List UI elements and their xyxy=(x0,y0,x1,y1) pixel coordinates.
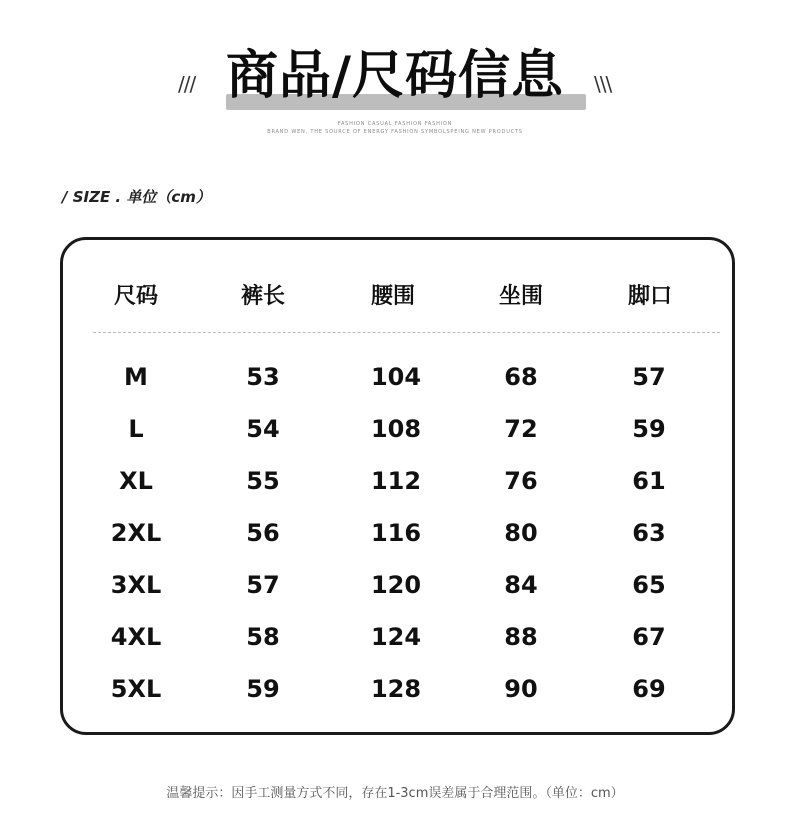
title-deco-left: /// xyxy=(178,72,196,96)
cell-waist: 128 xyxy=(370,675,422,703)
title-deco-right: \\\ xyxy=(594,72,612,96)
table-row xyxy=(63,568,732,602)
cell-hip: 90 xyxy=(504,675,538,703)
cell-hip: 72 xyxy=(504,415,538,443)
cell-waist: 116 xyxy=(370,519,422,547)
table-header-row xyxy=(63,282,732,312)
cell-size: 2XL xyxy=(110,519,162,547)
cell-hip: 68 xyxy=(504,363,538,391)
header-hem: 脚口 xyxy=(627,284,672,309)
cell-length: 53 xyxy=(246,363,280,391)
cell-size: M xyxy=(124,363,148,391)
size-table-card xyxy=(60,237,735,735)
header-length: 裤长 xyxy=(240,284,285,309)
cell-hem: 59 xyxy=(632,415,666,443)
cell-hip: 80 xyxy=(504,519,538,547)
cell-length: 54 xyxy=(246,415,280,443)
header-size: 尺码 xyxy=(113,284,158,309)
table-row xyxy=(63,516,732,550)
cell-size: 5XL xyxy=(110,675,162,703)
cell-waist: 124 xyxy=(370,623,422,651)
cell-hem: 69 xyxy=(632,675,666,703)
cell-hip: 76 xyxy=(504,467,538,495)
cell-length: 59 xyxy=(246,675,280,703)
cell-waist: 104 xyxy=(370,363,422,391)
table-row xyxy=(63,464,732,498)
header-divider xyxy=(93,332,720,333)
cell-size: 4XL xyxy=(110,623,162,651)
cell-hip: 84 xyxy=(504,571,538,599)
cell-size: XL xyxy=(119,467,153,495)
cell-hem: 63 xyxy=(632,519,666,547)
cell-length: 57 xyxy=(246,571,280,599)
cell-length: 55 xyxy=(246,467,280,495)
cell-hem: 61 xyxy=(632,467,666,495)
cell-hip: 88 xyxy=(504,623,538,651)
header-hip: 坐围 xyxy=(498,284,543,309)
cell-hem: 67 xyxy=(632,623,666,651)
cell-waist: 112 xyxy=(370,467,422,495)
size-unit-label: / SIZE . 单位（cm） xyxy=(62,188,211,206)
cell-hem: 65 xyxy=(632,571,666,599)
cell-length: 58 xyxy=(246,623,280,651)
table-row xyxy=(63,620,732,654)
measurement-note: 温馨提示：因手工测量方式不同，存在1-3cm误差属于合理范围。（单位：cm） xyxy=(166,786,624,801)
subtitle-line-1: FASHION CASUAL FASHION FASHION xyxy=(337,121,453,127)
table-row xyxy=(63,672,732,706)
cell-size: 3XL xyxy=(110,571,162,599)
cell-size: L xyxy=(128,415,144,443)
cell-waist: 120 xyxy=(370,571,422,599)
cell-length: 56 xyxy=(246,519,280,547)
table-row xyxy=(63,412,732,446)
subtitle-line-2: BRAND WEN, THE SOURCE OF ENERGY FASHION SYMBOLSPEING NEW PRODUCTS xyxy=(267,129,523,135)
table-row xyxy=(63,360,732,394)
cell-hem: 57 xyxy=(632,363,666,391)
page-title: 商品/尺码信息 xyxy=(226,46,564,106)
title-block xyxy=(0,0,790,140)
header-waist: 腰围 xyxy=(370,284,415,309)
cell-waist: 108 xyxy=(370,415,422,443)
